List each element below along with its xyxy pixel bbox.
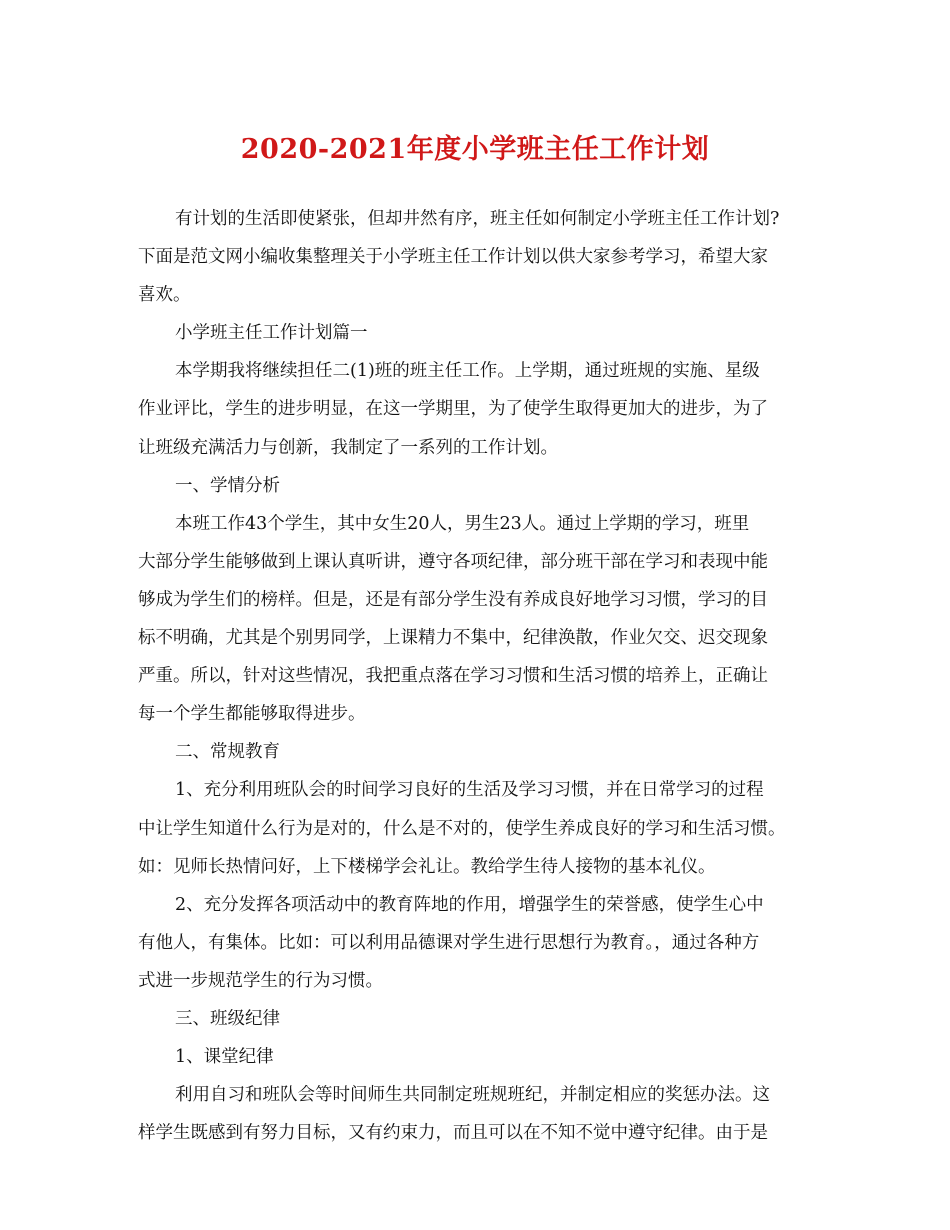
text-line: 本班工作43个学生，其中女生20人，男生23人。通过上学期的学习，班里: [175, 513, 750, 534]
section-heading: 一、学情分析: [175, 475, 280, 496]
text-line: 式进一步规范学生的行为习惯。: [138, 970, 383, 991]
text-line: 标不明确，尤其是个别男同学，上课精力不集中，纪律涣散，作业欠交、迟交现象: [138, 628, 768, 649]
text-line: 如：见师长热情问好，上下楼梯学会礼让。教给学生待人接物的基本礼仪。: [138, 856, 716, 877]
text-line: 本学期我将继续担任二(1)班的班主任工作。上学期，通过班规的实施、星级: [175, 361, 760, 382]
text-line: 2、充分发挥各项活动中的教育阵地的作用，增强学生的荣誉感，使学生心中: [175, 894, 764, 915]
text-line: 下面是范文网小编收集整理关于小学班主任工作计划以供大家参考学习，希望大家: [138, 247, 768, 268]
document-body: [138, 200, 828, 1152]
text-line: 每一个学生都能够取得进步。: [138, 704, 366, 725]
text-line: 让班级充满活力与创新，我制定了一系列的工作计划。: [138, 437, 558, 458]
document-title: 2020-2021年度小学班主任工作计划: [240, 134, 710, 165]
text-line: 样学生既感到有努力目标，又有约束力，而且可以在不知不觉中遵守纪律。由于是: [138, 1123, 768, 1144]
text-line: 严重。所以，针对这些情况，我把重点落在学习习惯和生活习惯的培养上，正确让: [138, 666, 768, 687]
text-line: 利用自习和班队会等时间师生共同制定班规班纪，并制定相应的奖惩办法。这: [175, 1085, 770, 1106]
subsection-heading: 1、课堂纪律: [175, 1047, 274, 1068]
text-line: 够成为学生们的榜样。但是，还是有部分学生没有养成良好地学习习惯，学习的目: [138, 589, 768, 610]
text-line: 有计划的生活即使紧张，但却井然有序，班主任如何制定小学班主任工作计划?: [175, 209, 780, 229]
text-line: 大部分学生能够做到上课认真听讲，遵守各项纪律，部分班干部在学习和表现中能: [138, 551, 768, 572]
text-line: 中让学生知道什么行为是对的，什么是不对的，使学生养成良好的学习和生活习惯。: [138, 818, 786, 839]
text-line: 1、充分利用班队会的时间学习良好的生活及学习习惯，并在日常学习的过程: [175, 780, 764, 801]
text-line: 作业评比，学生的进步明显，在这一学期里，为了使学生取得更加大的进步，为了: [138, 399, 768, 420]
text-line: 喜欢。: [138, 285, 191, 306]
section-heading: 三、班级纪律: [175, 1008, 280, 1029]
section-heading: 二、常规教育: [175, 742, 280, 763]
section-heading: 小学班主任工作计划篇一: [175, 323, 368, 344]
text-line: 有他人，有集体。比如：可以利用品德课对学生进行思想行为教育。，通过各种方: [138, 932, 760, 953]
